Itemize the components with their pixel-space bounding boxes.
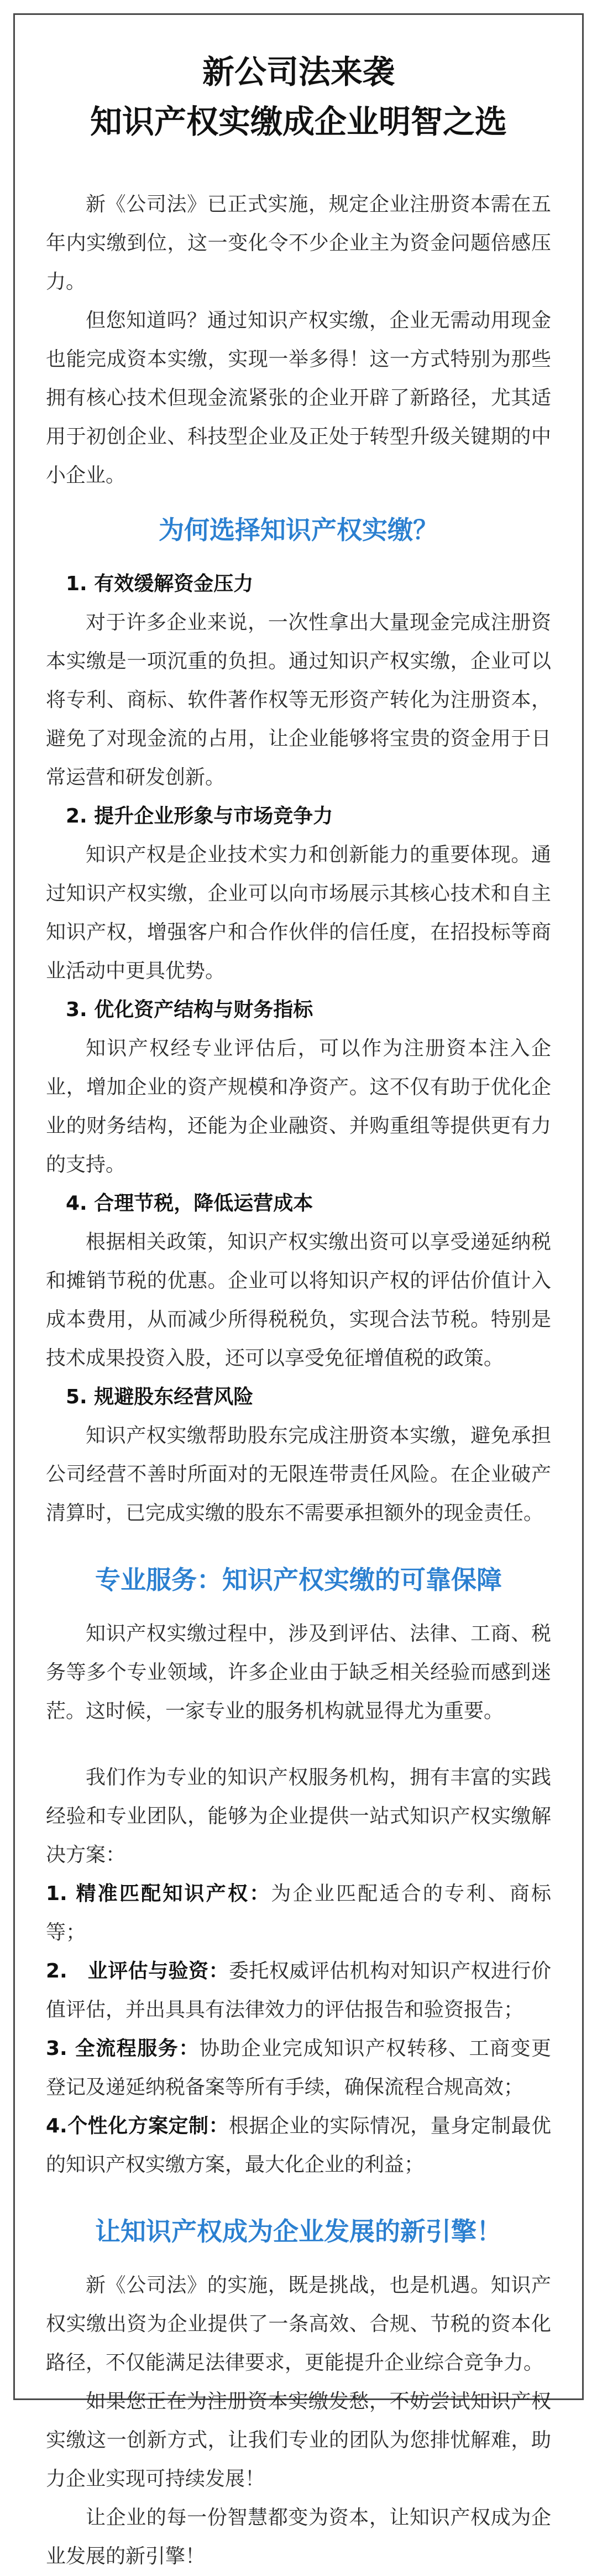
service-paragraph-2: 我们作为专业的知识产权服务机构，拥有丰富的实践经验和专业团队，能够为企业提供一站式知识产权实缴解决方案： bbox=[46, 1766, 551, 1866]
section-heading-why: 为何选择知识产权实缴？ bbox=[159, 515, 438, 545]
service-item-text: 为企业匹配适合的专利、商标等； bbox=[46, 1882, 551, 1944]
reason-text-2: 知识产权是企业技术实力和创新能力的重要体现。通过知识产权实缴，企业可以向市场展示其核心技术和自主知识产权，增强客户和合作伙伴的信任度，在招投标等商业活动中更具优势。 bbox=[46, 844, 551, 982]
service-item-label: 2. 业评估与验资： bbox=[46, 1960, 229, 1982]
service-item-4 bbox=[46, 2107, 551, 2184]
service-item-label: 4.个性化方案定制： bbox=[46, 2115, 229, 2137]
article-body bbox=[15, 185, 582, 2576]
reason-text-3: 知识产权经专业评估后，可以作为注册资本注入企业，增加企业的资产规模和净资产。这不仅有助于优化企业的财务结构，还能为企业融资、并购重组等提供更有力的支持。 bbox=[46, 1037, 551, 1176]
title-line-2: 知识产权实缴成企业明智之选 bbox=[90, 103, 507, 140]
reason-title-5: 5. 规避股东经营风险 bbox=[66, 1386, 254, 1408]
reason-title-2: 2. 提升企业形象与市场竞争力 bbox=[66, 805, 333, 828]
reason-text-4: 根据相关政策，知识产权实缴出资可以享受递延纳税和摊销节税的优惠。企业可以将知识产权的评估价值计入成本费用，从而减少所得税税负，实现合法节税。特别是技术成果投资入股，还可以享受免征增值税的政策。 bbox=[46, 1231, 551, 1370]
service-item-text: 根据企业的实际情况，量身定制最优的知识产权实缴方案，最大化企业的利益； bbox=[46, 2115, 551, 2176]
service-item-label: 1. 精准匹配知识产权： bbox=[46, 1882, 271, 1905]
reason-text-1: 对于许多企业来说，一次性拿出大量现金完成注册资本实缴是一项沉重的负担。通过知识产权实缴，企业可以将专利、商标、软件著作权等无形资产转化为注册资本，避免了对现金流的占用，让企业能够将宝贵的资金用于日常运营和研发创新。 bbox=[46, 611, 551, 789]
service-item-1 bbox=[46, 1875, 551, 1952]
reason-title-1: 1. 有效缓解资金压力 bbox=[66, 573, 254, 595]
article-title bbox=[15, 47, 582, 147]
reason-text-5: 知识产权实缴帮助股东完成注册资本实缴，避免承担公司经营不善时所面对的无限连带责任风险。在企业破产清算时，已完成实缴的股东不需要承担额外的现金责任。 bbox=[46, 1424, 551, 1524]
service-paragraph-1: 知识产权实缴过程中，涉及到评估、法律、工商、税务等多个专业领域，许多企业由于缺乏相关经验而感到迷茫。这时候，一家专业的服务机构就显得尤为重要。 bbox=[46, 1622, 551, 1722]
section-heading-engine: 让知识产权成为企业发展的新引擎！ bbox=[95, 2216, 502, 2246]
service-item-text: 协助企业完成知识产权转移、工商变更登记及递延纳税备案等所有手续，确保流程合规高效； bbox=[46, 2037, 551, 2099]
service-item-text: 委托权威评估机构对知识产权进行价值评估，并出具具有法律效力的评估报告和验资报告； bbox=[46, 1960, 551, 2021]
title-line-1: 新公司法来袭 bbox=[202, 53, 395, 91]
reason-title-3: 3. 优化资产结构与财务指标 bbox=[66, 998, 313, 1021]
service-item-label: 3. 全流程服务： bbox=[46, 2037, 200, 2060]
intro-paragraph-2: 但您知道吗？通过知识产权实缴，企业无需动用现金也能完成资本实缴，实现一举多得！这一方式特别为那些拥有核心技术但现金流紧张的企业开辟了新路径，尤其适用于初创企业、科技型企业及正处于转型升级关键期的中小企业。 bbox=[46, 309, 551, 487]
service-item-2 bbox=[46, 1952, 551, 2029]
article-card bbox=[13, 13, 584, 2568]
section-heading-service: 专业服务：知识产权实缴的可靠保障 bbox=[95, 1565, 502, 1595]
closing-paragraph-2: 如果您正在为注册资本实缴发愁，不妨尝试知识产权实缴这一创新方式，让我们专业的团队为您排忧解难，助力企业实现可持续发展！ bbox=[46, 2390, 551, 2490]
reason-title-4: 4. 合理节税，降低运营成本 bbox=[66, 1192, 313, 1215]
intro-paragraph-1: 新《公司法》已正式实施，规定企业注册资本需在五年内实缴到位，这一变化令不少企业主为资金问题倍感压力。 bbox=[46, 193, 551, 293]
service-item-3 bbox=[46, 2029, 551, 2107]
closing-paragraph-3: 让企业的每一份智慧都变为资本，让知识产权成为企业发展的新引擎！ bbox=[46, 2506, 551, 2568]
closing-paragraph-1: 新《公司法》的实施，既是挑战，也是机遇。知识产权实缴出资为企业提供了一条高效、合规、节税的资本化路径，不仅能满足法律要求，更能提升企业综合竞争力。 bbox=[46, 2274, 551, 2374]
